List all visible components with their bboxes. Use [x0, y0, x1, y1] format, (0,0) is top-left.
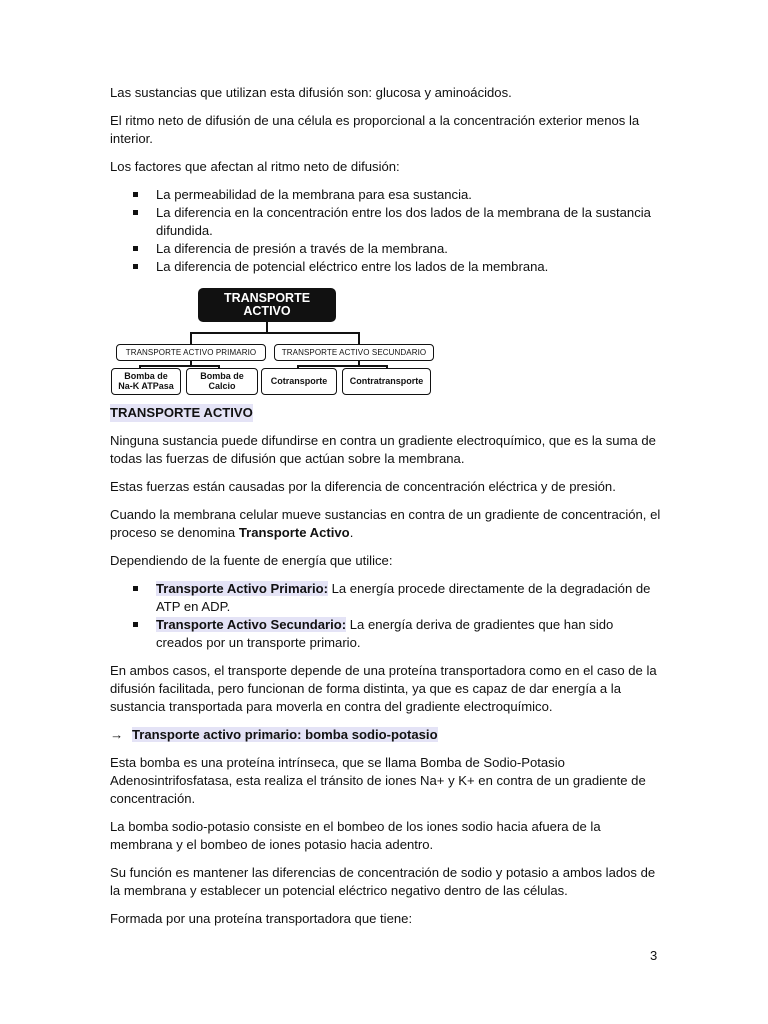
- paragraph-both-cases: En ambos casos, el transporte depende de una proteína transportadora como en el caso de la difusión facilitada, pero funcionan de forma distinta, ya que es capaz de dar energía a la sustancia transportada para moverla en contra del gradiente electroquímico.: [110, 663, 657, 714]
- diagram-leaf-contratransporte: Contratransporte: [342, 368, 431, 395]
- connector-line: [266, 322, 268, 332]
- transport-hierarchy-diagram: [110, 286, 662, 398]
- diagram-root-node: TRANSPORTE ACTIVO: [198, 288, 336, 322]
- diagram-primary-node: TRANSPORTE ACTIVO PRIMARIO: [116, 344, 266, 361]
- page-number: 3: [650, 948, 658, 963]
- arrow-right-icon: →: [110, 727, 124, 742]
- bullet-square-icon: [133, 246, 138, 251]
- document-body: [110, 84, 662, 938]
- list-item: Transporte Activo Secundario: La energía deriva de gradientes que han sido creados por un transporte primario.: [110, 616, 662, 652]
- connector-line: [190, 332, 192, 344]
- bullet-square-icon: [133, 210, 138, 215]
- paragraph-net-rate: El ritmo neto de difusión de una célula es proporcional a la concentración exterior menos la interior.: [110, 113, 640, 146]
- list-item: La diferencia en la concentración entre los dos lados de la membrana de la sustancia difundida.: [110, 204, 662, 240]
- paragraph-factors-intro: Los factores que afectan al ritmo neto de difusión:: [110, 159, 400, 174]
- section-title: TRANSPORTE ACTIVO: [110, 405, 253, 420]
- paragraph-protein: Formada por una proteína transportadora que tiene:: [110, 911, 413, 926]
- paragraph-pump-function: Su función es mantener las diferencias de concentración de sodio y potasio a ambos lados de la membrana y establecer un potencial eléctrico negativo dentro de las células.: [110, 865, 656, 898]
- diagram-leaf-cotransporte: Cotransporte: [261, 368, 337, 395]
- paragraph-electrochemical: Ninguna sustancia puede difundirse en contra un gradiente electroquímico, que es la suma de todas las fuerzas de difusión que actúan sobre la membrana.: [110, 433, 656, 466]
- paragraph-energy-intro: Dependiendo de la fuente de energía que utilice:: [110, 553, 393, 568]
- diagram-secondary-node: TRANSPORTE ACTIVO SECUNDARIO: [274, 344, 434, 361]
- paragraph-pump-mechanism: La bomba sodio-potasio consiste en el bombeo de los iones sodio hacia afuera de la membrana y el bombeo de iones potasio hacia adentro.: [110, 819, 601, 852]
- diagram-leaf-calcio: Bomba de Calcio: [186, 368, 258, 395]
- list-item: La diferencia de presión a través de la membrana.: [110, 240, 662, 258]
- subheading: Transporte activo primario: bomba sodio-potasio: [132, 727, 438, 742]
- bullet-square-icon: [133, 264, 138, 269]
- paragraph-forces: Estas fuerzas están causadas por la diferencia de concentración eléctrica y de presión.: [110, 479, 616, 494]
- connector-line: [190, 332, 359, 334]
- list-item: La permeabilidad de la membrana para esa sustancia.: [110, 186, 662, 204]
- list-item: La diferencia de potencial eléctrico entre los lados de la membrana.: [110, 258, 662, 276]
- bullet-square-icon: [133, 622, 138, 627]
- connector-line: [358, 332, 360, 344]
- paragraph-pump-definition: Esta bomba es una proteína intrínseca, que se llama Bomba de Sodio-Potasio Adenosintrifosfatasa, esta realiza el tránsito de iones Na+ y K+ en contra de un gradiente de concentración.: [110, 755, 646, 806]
- list-item: Transporte Activo Primario: La energía procede directamente de la degradación de ATP en ADP.: [110, 580, 662, 616]
- connector-line: [139, 365, 219, 367]
- paragraph-definition: Cuando la membrana celular mueve sustancias en contra de un gradiente de concentración, el proceso se denomina Transporte Activo.: [110, 507, 661, 540]
- paragraph-substances: Las sustancias que utilizan esta difusión son: glucosa y aminoácidos.: [110, 85, 512, 100]
- bullet-square-icon: [133, 192, 138, 197]
- transport-types-list: [110, 580, 662, 652]
- diagram-leaf-na-k-atpasa: Bomba de Na-K ATPasa: [111, 368, 181, 395]
- bullet-square-icon: [133, 586, 138, 591]
- subheading-row: [110, 726, 662, 744]
- connector-line: [297, 365, 387, 367]
- factors-list: [110, 186, 662, 276]
